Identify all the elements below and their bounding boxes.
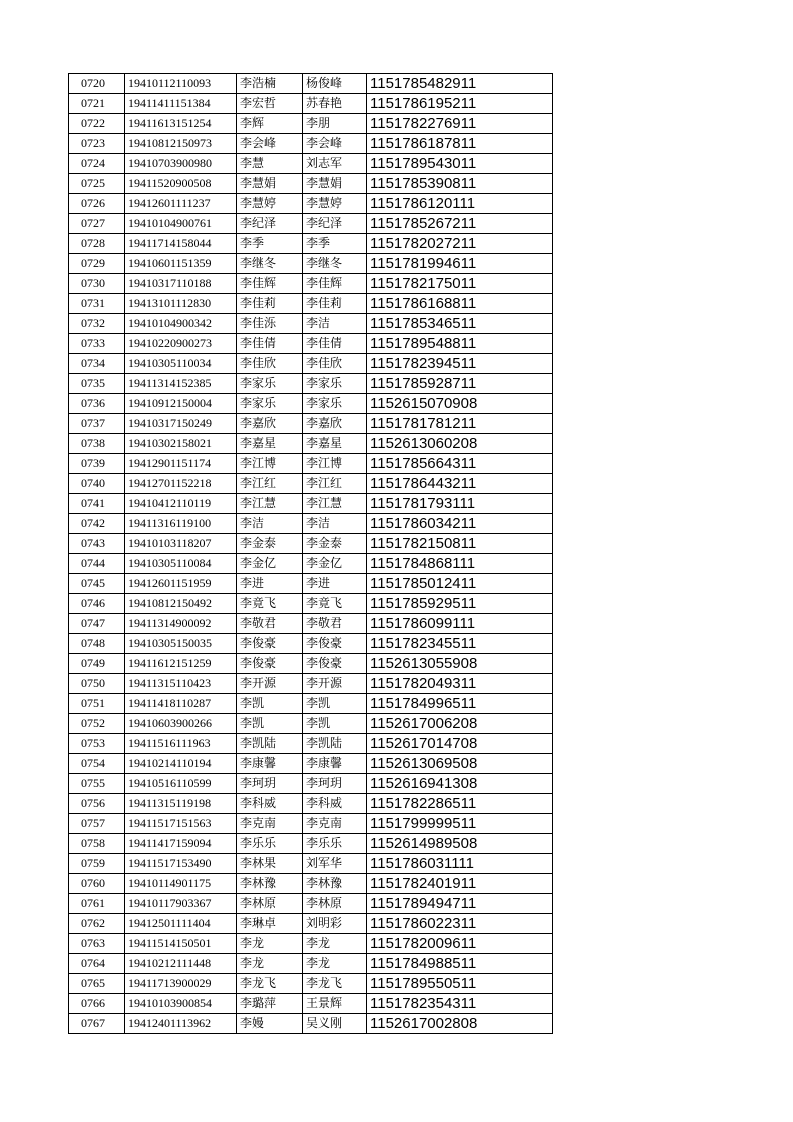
row-seq-cell: 0749 — [69, 654, 125, 674]
account-number-cell: 1151786168811 — [367, 294, 553, 314]
row-seq-cell: 0736 — [69, 394, 125, 414]
row-seq-cell: 0734 — [69, 354, 125, 374]
name-cell: 李家乐 — [237, 394, 303, 414]
contact-name-cell: 苏春艳 — [303, 94, 367, 114]
name-cell: 李林果 — [237, 854, 303, 874]
row-seq-cell: 0765 — [69, 974, 125, 994]
name-cell: 李江慧 — [237, 494, 303, 514]
name-cell: 李慧 — [237, 154, 303, 174]
table-row — [69, 614, 553, 634]
id-number-cell: 19410103118207 — [125, 534, 237, 554]
table-row — [69, 814, 553, 834]
account-number-cell: 1152614989508 — [367, 834, 553, 854]
name-cell: 李季 — [237, 234, 303, 254]
row-seq-cell: 0731 — [69, 294, 125, 314]
table-row — [69, 374, 553, 394]
id-number-cell: 19411315110423 — [125, 674, 237, 694]
id-number-cell: 19410603900266 — [125, 714, 237, 734]
contact-name-cell: 李会峰 — [303, 134, 367, 154]
contact-name-cell: 李嘉欣 — [303, 414, 367, 434]
account-number-cell: 1151785664311 — [367, 454, 553, 474]
contact-name-cell: 李金泰 — [303, 534, 367, 554]
contact-name-cell: 李珂玥 — [303, 774, 367, 794]
id-number-cell: 19411613151254 — [125, 114, 237, 134]
account-number-cell: 1152613069508 — [367, 754, 553, 774]
table-row — [69, 594, 553, 614]
row-seq-cell: 0740 — [69, 474, 125, 494]
account-number-cell: 1151784868111 — [367, 554, 553, 574]
id-number-cell: 19412401113962 — [125, 1014, 237, 1034]
id-number-cell: 19410103900854 — [125, 994, 237, 1014]
account-number-cell: 1151799999511 — [367, 814, 553, 834]
row-seq-cell: 0761 — [69, 894, 125, 914]
name-cell: 李龙 — [237, 934, 303, 954]
table-row — [69, 554, 553, 574]
row-seq-cell: 0732 — [69, 314, 125, 334]
id-number-cell: 19411520900508 — [125, 174, 237, 194]
table-row — [69, 74, 553, 94]
contact-name-cell: 李佳倩 — [303, 334, 367, 354]
id-number-cell: 19410212111448 — [125, 954, 237, 974]
table-row — [69, 674, 553, 694]
contact-name-cell: 李佳辉 — [303, 274, 367, 294]
row-seq-cell: 0767 — [69, 1014, 125, 1034]
name-cell: 李慧婷 — [237, 194, 303, 214]
table-row — [69, 134, 553, 154]
account-number-cell: 1151782027211 — [367, 234, 553, 254]
name-cell: 李克南 — [237, 814, 303, 834]
id-number-cell: 19412501111404 — [125, 914, 237, 934]
contact-name-cell: 杨俊峰 — [303, 74, 367, 94]
account-number-cell: 1152617006208 — [367, 714, 553, 734]
account-number-cell: 1152616941308 — [367, 774, 553, 794]
id-number-cell: 19410812150973 — [125, 134, 237, 154]
account-number-cell: 1151786187811 — [367, 134, 553, 154]
id-number-cell: 19410117903367 — [125, 894, 237, 914]
row-seq-cell: 0724 — [69, 154, 125, 174]
table-row — [69, 1014, 553, 1034]
row-seq-cell: 0728 — [69, 234, 125, 254]
account-number-cell: 1151785346511 — [367, 314, 553, 334]
name-cell: 李凯 — [237, 694, 303, 714]
table-row — [69, 154, 553, 174]
row-seq-cell: 0738 — [69, 434, 125, 454]
contact-name-cell: 李乐乐 — [303, 834, 367, 854]
account-number-cell: 1151786099111 — [367, 614, 553, 634]
name-cell: 李开源 — [237, 674, 303, 694]
account-number-cell: 1151782175011 — [367, 274, 553, 294]
contact-name-cell: 李洁 — [303, 314, 367, 334]
name-cell: 李龙 — [237, 954, 303, 974]
id-number-cell: 19410104900761 — [125, 214, 237, 234]
name-cell: 李辉 — [237, 114, 303, 134]
account-number-cell: 1151785482911 — [367, 74, 553, 94]
table-row — [69, 654, 553, 674]
contact-name-cell: 李佳莉 — [303, 294, 367, 314]
id-number-cell: 19411516111963 — [125, 734, 237, 754]
row-seq-cell: 0720 — [69, 74, 125, 94]
id-number-cell: 19411612151259 — [125, 654, 237, 674]
table-row — [69, 94, 553, 114]
name-cell: 李俊豪 — [237, 654, 303, 674]
contact-name-cell: 李竟飞 — [303, 594, 367, 614]
id-number-cell: 19410703900980 — [125, 154, 237, 174]
id-number-cell: 19410112110093 — [125, 74, 237, 94]
id-number-cell: 19411517151563 — [125, 814, 237, 834]
name-cell: 李佳辉 — [237, 274, 303, 294]
row-seq-cell: 0743 — [69, 534, 125, 554]
id-number-cell: 19413101112830 — [125, 294, 237, 314]
contact-name-cell: 王景辉 — [303, 994, 367, 1014]
row-seq-cell: 0735 — [69, 374, 125, 394]
account-number-cell: 1151789548811 — [367, 334, 553, 354]
contact-name-cell: 李金亿 — [303, 554, 367, 574]
table-body — [69, 74, 553, 1034]
account-number-cell: 1152617002808 — [367, 1014, 553, 1034]
contact-name-cell: 李克南 — [303, 814, 367, 834]
account-number-cell: 1151782401911 — [367, 874, 553, 894]
name-cell: 李进 — [237, 574, 303, 594]
row-seq-cell: 0721 — [69, 94, 125, 114]
table-row — [69, 414, 553, 434]
contact-name-cell: 李嘉星 — [303, 434, 367, 454]
table-row — [69, 994, 553, 1014]
row-seq-cell: 0723 — [69, 134, 125, 154]
table-row — [69, 854, 553, 874]
name-cell: 李珂玥 — [237, 774, 303, 794]
id-number-cell: 19410412110119 — [125, 494, 237, 514]
name-cell: 李纪泽 — [237, 214, 303, 234]
account-number-cell: 1151789494711 — [367, 894, 553, 914]
contact-name-cell: 李家乐 — [303, 394, 367, 414]
table-row — [69, 714, 553, 734]
table-row — [69, 254, 553, 274]
table-row — [69, 874, 553, 894]
contact-name-cell: 李林原 — [303, 894, 367, 914]
contact-name-cell: 李慧婷 — [303, 194, 367, 214]
id-number-cell: 19411714158044 — [125, 234, 237, 254]
id-number-cell: 19411418110287 — [125, 694, 237, 714]
name-cell: 李洁 — [237, 514, 303, 534]
id-number-cell: 19410317110188 — [125, 274, 237, 294]
contact-name-cell: 李佳欣 — [303, 354, 367, 374]
name-cell: 李璐萍 — [237, 994, 303, 1014]
id-number-cell: 19412901151174 — [125, 454, 237, 474]
row-seq-cell: 0754 — [69, 754, 125, 774]
row-seq-cell: 0758 — [69, 834, 125, 854]
account-number-cell: 1151782276911 — [367, 114, 553, 134]
row-seq-cell: 0753 — [69, 734, 125, 754]
id-number-cell: 19411315119198 — [125, 794, 237, 814]
id-number-cell: 19410114901175 — [125, 874, 237, 894]
contact-name-cell: 李凯 — [303, 694, 367, 714]
row-seq-cell: 0739 — [69, 454, 125, 474]
contact-name-cell: 李朋 — [303, 114, 367, 134]
name-cell: 李乐乐 — [237, 834, 303, 854]
row-seq-cell: 0722 — [69, 114, 125, 134]
table-row — [69, 294, 553, 314]
row-seq-cell: 0744 — [69, 554, 125, 574]
row-seq-cell: 0729 — [69, 254, 125, 274]
name-cell: 李浩楠 — [237, 74, 303, 94]
id-number-cell: 19410601151359 — [125, 254, 237, 274]
row-seq-cell: 0752 — [69, 714, 125, 734]
id-number-cell: 19411316119100 — [125, 514, 237, 534]
account-number-cell: 1151786195211 — [367, 94, 553, 114]
table-row — [69, 474, 553, 494]
row-seq-cell: 0757 — [69, 814, 125, 834]
id-number-cell: 19410104900342 — [125, 314, 237, 334]
id-number-cell: 19410220900273 — [125, 334, 237, 354]
contact-name-cell: 李林豫 — [303, 874, 367, 894]
id-number-cell: 19412601151959 — [125, 574, 237, 594]
account-number-cell: 1152617014708 — [367, 734, 553, 754]
table-row — [69, 334, 553, 354]
table-row — [69, 794, 553, 814]
name-cell: 李佳倩 — [237, 334, 303, 354]
account-number-cell: 1151786022311 — [367, 914, 553, 934]
table-row — [69, 634, 553, 654]
contact-name-cell: 刘军华 — [303, 854, 367, 874]
table-row — [69, 954, 553, 974]
name-cell: 李佳泺 — [237, 314, 303, 334]
account-number-cell: 1151789543011 — [367, 154, 553, 174]
id-number-cell: 19410516110599 — [125, 774, 237, 794]
table-row — [69, 314, 553, 334]
name-cell: 李佳欣 — [237, 354, 303, 374]
name-cell: 李竟飞 — [237, 594, 303, 614]
contact-name-cell: 李江慧 — [303, 494, 367, 514]
row-seq-cell: 0730 — [69, 274, 125, 294]
account-number-cell: 1151784988511 — [367, 954, 553, 974]
name-cell: 李敬君 — [237, 614, 303, 634]
id-number-cell: 19410305110034 — [125, 354, 237, 374]
account-number-cell: 1151785012411 — [367, 574, 553, 594]
name-cell: 李江红 — [237, 474, 303, 494]
id-number-cell: 19410214110194 — [125, 754, 237, 774]
id-number-cell: 19410302158021 — [125, 434, 237, 454]
name-cell: 李琳卓 — [237, 914, 303, 934]
name-cell: 李俊豪 — [237, 634, 303, 654]
row-seq-cell: 0745 — [69, 574, 125, 594]
name-cell: 李嘉欣 — [237, 414, 303, 434]
account-number-cell: 1152613055908 — [367, 654, 553, 674]
name-cell: 李会峰 — [237, 134, 303, 154]
account-number-cell: 1151782049311 — [367, 674, 553, 694]
name-cell: 李金亿 — [237, 554, 303, 574]
contact-name-cell: 李进 — [303, 574, 367, 594]
row-seq-cell: 0733 — [69, 334, 125, 354]
table-row — [69, 574, 553, 594]
contact-name-cell: 李洁 — [303, 514, 367, 534]
account-number-cell: 1151782009611 — [367, 934, 553, 954]
row-seq-cell: 0741 — [69, 494, 125, 514]
contact-name-cell: 李开源 — [303, 674, 367, 694]
contact-name-cell: 刘明彩 — [303, 914, 367, 934]
contact-name-cell: 李纪泽 — [303, 214, 367, 234]
name-cell: 李凯 — [237, 714, 303, 734]
row-seq-cell: 0764 — [69, 954, 125, 974]
contact-name-cell: 李龙 — [303, 954, 367, 974]
id-number-cell: 19410305150035 — [125, 634, 237, 654]
table-row — [69, 214, 553, 234]
name-cell: 李龙飞 — [237, 974, 303, 994]
table-row — [69, 114, 553, 134]
contact-name-cell: 李凯 — [303, 714, 367, 734]
row-seq-cell: 0747 — [69, 614, 125, 634]
table-row — [69, 174, 553, 194]
name-cell: 李江博 — [237, 454, 303, 474]
table-row — [69, 974, 553, 994]
id-number-cell: 19411517153490 — [125, 854, 237, 874]
row-seq-cell: 0762 — [69, 914, 125, 934]
table-row — [69, 834, 553, 854]
account-number-cell: 1152615070908 — [367, 394, 553, 414]
account-number-cell: 1151781781211 — [367, 414, 553, 434]
table-row — [69, 434, 553, 454]
name-cell: 李慧娟 — [237, 174, 303, 194]
account-number-cell: 1151782150811 — [367, 534, 553, 554]
account-number-cell: 1151785267211 — [367, 214, 553, 234]
id-number-cell: 19411713900029 — [125, 974, 237, 994]
name-cell: 李宏哲 — [237, 94, 303, 114]
name-cell: 李金泰 — [237, 534, 303, 554]
contact-name-cell: 李龙 — [303, 934, 367, 954]
account-number-cell: 1151786034211 — [367, 514, 553, 534]
row-seq-cell: 0727 — [69, 214, 125, 234]
account-number-cell: 1151782286511 — [367, 794, 553, 814]
table-row — [69, 694, 553, 714]
contact-name-cell: 李季 — [303, 234, 367, 254]
account-number-cell: 1151784996511 — [367, 694, 553, 714]
id-number-cell: 19411417159094 — [125, 834, 237, 854]
id-number-cell: 19412601111237 — [125, 194, 237, 214]
contact-name-cell: 李敬君 — [303, 614, 367, 634]
contact-name-cell: 李龙飞 — [303, 974, 367, 994]
row-seq-cell: 0742 — [69, 514, 125, 534]
contact-name-cell: 李继冬 — [303, 254, 367, 274]
row-seq-cell: 0751 — [69, 694, 125, 714]
contact-name-cell: 李凯陆 — [303, 734, 367, 754]
account-number-cell: 1151781994611 — [367, 254, 553, 274]
row-seq-cell: 0750 — [69, 674, 125, 694]
table-row — [69, 354, 553, 374]
account-number-cell: 1151786031111 — [367, 854, 553, 874]
table-row — [69, 274, 553, 294]
id-number-cell: 19411314900092 — [125, 614, 237, 634]
table-row — [69, 734, 553, 754]
contact-name-cell: 李俊豪 — [303, 634, 367, 654]
id-number-cell: 19411411151384 — [125, 94, 237, 114]
row-seq-cell: 0748 — [69, 634, 125, 654]
contact-name-cell: 吴义刚 — [303, 1014, 367, 1034]
row-seq-cell: 0759 — [69, 854, 125, 874]
table-row — [69, 754, 553, 774]
id-number-cell: 19411314152385 — [125, 374, 237, 394]
id-number-cell: 19410317150249 — [125, 414, 237, 434]
contact-name-cell: 李江博 — [303, 454, 367, 474]
row-seq-cell: 0737 — [69, 414, 125, 434]
account-number-cell: 1151785928711 — [367, 374, 553, 394]
account-number-cell: 1151785390811 — [367, 174, 553, 194]
id-number-cell: 19410812150492 — [125, 594, 237, 614]
contact-name-cell: 李慧娟 — [303, 174, 367, 194]
contact-name-cell: 李俊豪 — [303, 654, 367, 674]
account-number-cell: 1151786443211 — [367, 474, 553, 494]
table-row — [69, 494, 553, 514]
table-row — [69, 514, 553, 534]
table-row — [69, 914, 553, 934]
table-row — [69, 534, 553, 554]
row-seq-cell: 0766 — [69, 994, 125, 1014]
name-cell: 李康馨 — [237, 754, 303, 774]
contact-name-cell: 李康馨 — [303, 754, 367, 774]
table-row — [69, 934, 553, 954]
row-seq-cell: 0746 — [69, 594, 125, 614]
account-number-cell: 1151782345511 — [367, 634, 553, 654]
account-number-cell: 1151782394511 — [367, 354, 553, 374]
contact-name-cell: 李科威 — [303, 794, 367, 814]
name-cell: 李林原 — [237, 894, 303, 914]
table-row — [69, 454, 553, 474]
account-number-cell: 1152613060208 — [367, 434, 553, 454]
data-table — [68, 73, 553, 1034]
name-cell: 李凯陆 — [237, 734, 303, 754]
name-cell: 李家乐 — [237, 374, 303, 394]
table-row — [69, 894, 553, 914]
contact-name-cell: 李江红 — [303, 474, 367, 494]
name-cell: 李嘉星 — [237, 434, 303, 454]
id-number-cell: 19410305110084 — [125, 554, 237, 574]
name-cell: 李佳莉 — [237, 294, 303, 314]
account-number-cell: 1151786120111 — [367, 194, 553, 214]
id-number-cell: 19410912150004 — [125, 394, 237, 414]
name-cell: 李继冬 — [237, 254, 303, 274]
table-row — [69, 394, 553, 414]
row-seq-cell: 0755 — [69, 774, 125, 794]
contact-name-cell: 刘志军 — [303, 154, 367, 174]
account-number-cell: 1151782354311 — [367, 994, 553, 1014]
row-seq-cell: 0726 — [69, 194, 125, 214]
name-cell: 李科威 — [237, 794, 303, 814]
contact-name-cell: 李家乐 — [303, 374, 367, 394]
row-seq-cell: 0760 — [69, 874, 125, 894]
account-number-cell: 1151781793111 — [367, 494, 553, 514]
name-cell: 李林豫 — [237, 874, 303, 894]
account-number-cell: 1151785929511 — [367, 594, 553, 614]
account-number-cell: 1151789550511 — [367, 974, 553, 994]
table-row — [69, 194, 553, 214]
id-number-cell: 19412701152218 — [125, 474, 237, 494]
id-number-cell: 19411514150501 — [125, 934, 237, 954]
row-seq-cell: 0725 — [69, 174, 125, 194]
row-seq-cell: 0756 — [69, 794, 125, 814]
table-row — [69, 774, 553, 794]
row-seq-cell: 0763 — [69, 934, 125, 954]
table-row — [69, 234, 553, 254]
name-cell: 李嫚 — [237, 1014, 303, 1034]
